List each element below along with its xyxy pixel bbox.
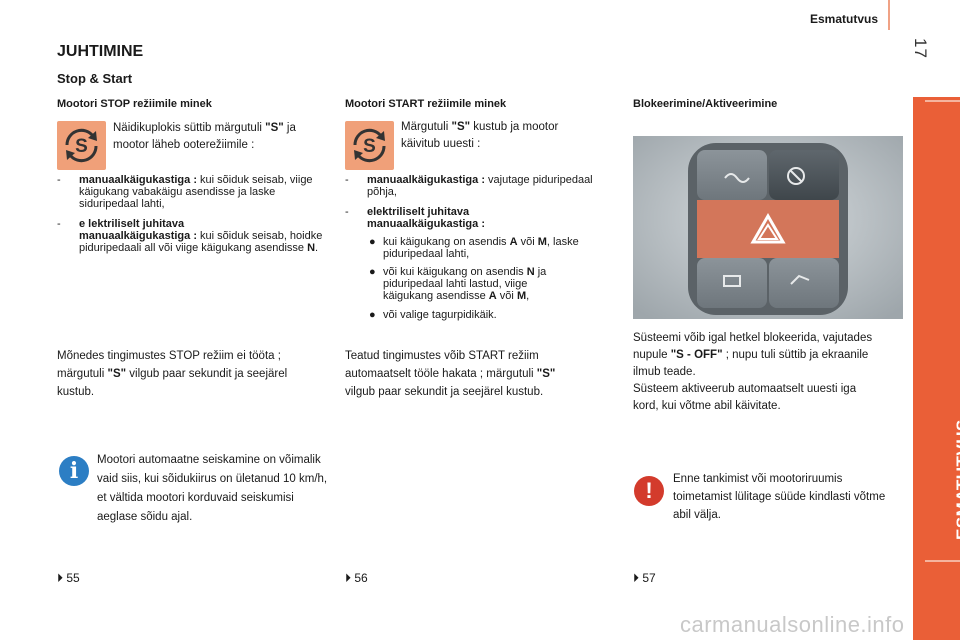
block-activate-heading: Blokeerimine/Aktiveerimine xyxy=(633,98,778,110)
list-item: - manuaalkäigukastiga : vajutage piduripedaal põhja, xyxy=(345,174,593,198)
arrow-right-icon: ⏵ xyxy=(345,571,352,585)
list-item: ● või kui käigukang on asendis N ja piduripedaal lahti lastud, viige käigukang asendisse A või M, xyxy=(369,266,547,302)
page-reference[interactable]: ⏵ 55 xyxy=(57,571,80,585)
stop-mode-heading: Mootori STOP režiimile minek xyxy=(57,98,212,110)
stop-note: Mõnedes tingimustes STOP režiim ei tööta ; märgutuli "S" vilgub paar sekundit ja seejärel kustub. xyxy=(57,350,288,398)
svg-text:S: S xyxy=(75,136,88,157)
list-item: ● kui käigukang on asendis A või M, laske piduripedaal lahti, xyxy=(369,236,579,260)
sidebar-divider-top xyxy=(925,100,960,102)
sidebar-divider-bottom xyxy=(925,560,960,562)
stop-intro: Näidikuplokis süttib märgutuli "S" ja mootor läheb ooterežiimile : xyxy=(113,122,296,151)
warning-icon: ! xyxy=(634,476,664,506)
chapter-label: ESMATUTVUS xyxy=(953,419,972,540)
warning-note: Enne tankimist või mootoriruumis toimetamist lülitage süüde kindlasti võtme abil välja. xyxy=(673,473,886,521)
list-item: ● või valige tagurpidikäik. xyxy=(369,309,497,321)
info-icon: i xyxy=(59,456,89,486)
start-stop-s-icon xyxy=(57,121,106,170)
page-reference[interactable]: ⏵ 57 xyxy=(633,571,656,585)
arrow-right-icon: ⏵ xyxy=(633,571,640,585)
section-header: Esmatutvus xyxy=(809,12,878,26)
watermark: carmanualsonline.info xyxy=(680,612,905,637)
list-item: - manuaalkäigukastiga : kui sõiduk seisab, viige käigukang vabakäigu asendisse ja laske siduripedaal lahti, xyxy=(57,174,313,210)
page-reference[interactable]: ⏵ 56 xyxy=(345,571,368,585)
arrow-right-icon: ⏵ xyxy=(57,571,64,585)
list-item: - e lektriliselt juhitava manuaalkäigukastiga : kui sõiduk seisab, hoidke piduripedaali all või viige käigukang asendisse N. xyxy=(57,218,323,254)
start-intro: Märgutuli "S" kustub ja mootor käivitub uuesti : xyxy=(401,121,559,150)
svg-text:S: S xyxy=(363,136,376,157)
header-divider xyxy=(888,0,890,30)
list-item: - elektriliselt juhitava manuaalkäigukastiga : xyxy=(345,206,485,230)
page-title: JUHTIMINE xyxy=(57,43,144,60)
start-note: Teatud tingimustes võib START režiim automaatselt tööle hakata ; märgutuli "S" vilgub paar sekundit ja seejärel kustub. xyxy=(345,350,556,398)
start-mode-heading: Mootori START režiimile minek xyxy=(345,98,507,110)
info-note: Mootori automaatne seiskamine on võimalik vaid siis, kui sõidukiirus on ületanud 10 km/h, et vältida mootori korduvaid seiskumisi aeglase sõidu ajal. xyxy=(97,454,328,523)
start-stop-s-icon xyxy=(345,121,394,170)
chapter-sidebar xyxy=(913,97,960,640)
dashboard-switch-photo xyxy=(633,136,903,319)
page-number: 17 xyxy=(911,38,930,59)
block-paragraph: Süsteemi võib igal hetkel blokeerida, vajutades nupule "S - OFF" ; nupu tuli süttib ja ekraanile ilmub teade. Süsteem aktiveerub automaatselt uuesti iga kord, kui võtme abil käivitate. xyxy=(633,332,873,412)
page-subtitle: Stop & Start xyxy=(57,71,133,86)
